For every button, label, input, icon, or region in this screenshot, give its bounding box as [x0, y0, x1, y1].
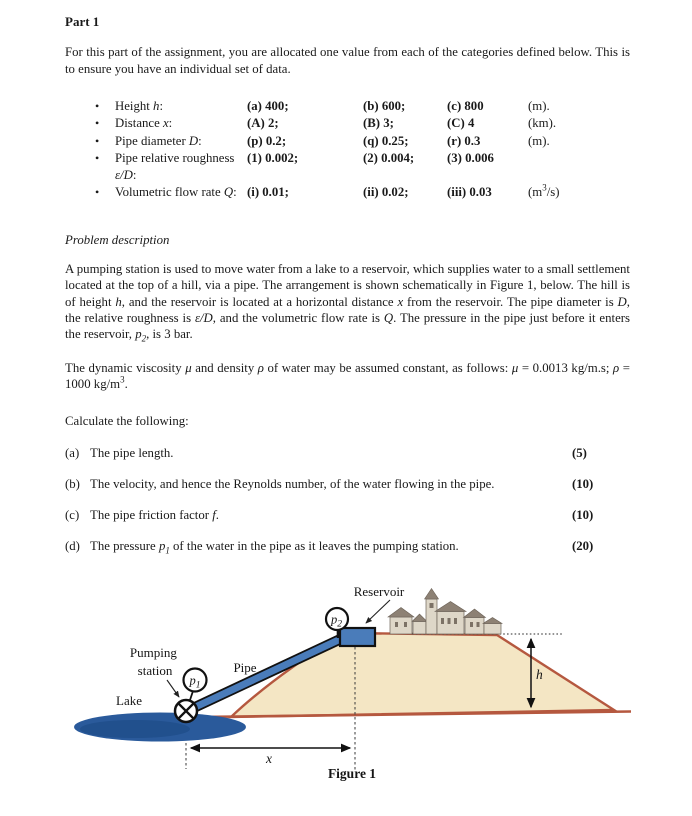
- part-title: Part 1: [65, 14, 100, 29]
- question-label: (d): [65, 538, 80, 553]
- allocation-list: [95, 98, 630, 201]
- alloc-option-3: (C) 4: [447, 116, 475, 131]
- alloc-label: Distance x:: [115, 116, 173, 131]
- label-lake: Lake: [116, 693, 142, 709]
- problem-description-heading: Problem description: [65, 233, 170, 248]
- lake-shading: [80, 720, 190, 738]
- alloc-option-1: (p) 0.2;: [247, 133, 287, 148]
- question-text: The pressure $p_1$ of the water in the pipe as it leaves the pumping station.: [90, 538, 459, 556]
- gauge-label-p2: $p_2$: [331, 612, 342, 630]
- bullet-icon: •: [95, 150, 100, 165]
- bullet-icon: •: [95, 99, 100, 114]
- question-marks: (10): [572, 477, 594, 491]
- question-b: [65, 476, 630, 492]
- question-marks: (20): [572, 538, 594, 553]
- bullet-icon: •: [95, 116, 100, 131]
- question-label: (a): [65, 446, 80, 461]
- alloc-option-3: (iii) 0.03: [447, 185, 492, 200]
- alloc-unit: [528, 150, 630, 184]
- alloc-option-2: (b) 600;: [363, 99, 406, 114]
- question-c: [65, 507, 630, 523]
- pumping-station-pointer-arrow: [167, 680, 179, 697]
- gauge-label-p1: $p_1$: [189, 673, 201, 691]
- alloc-unit: (km).: [528, 116, 557, 131]
- alloc-option-1: (A) 2;: [247, 116, 279, 131]
- bullet-icon: •: [95, 133, 100, 148]
- alloc-option-1: (a) 400;: [247, 99, 289, 114]
- alloc-label: Height h:: [115, 99, 163, 114]
- alloc-option-1: (1) 0.002;: [247, 150, 299, 165]
- question-text: The pipe length.: [90, 446, 174, 461]
- question-list: [65, 445, 630, 554]
- alloc-option-2: (q) 0.25;: [363, 133, 409, 148]
- reservoir-pointer-arrow: [366, 600, 390, 623]
- question-label: (b): [65, 477, 80, 491]
- label-pumping-station: Pumping station: [129, 645, 177, 679]
- label-x: x: [266, 751, 272, 767]
- intro-paragraph: For this part of the assignment, you are allocated one value from each of the categories defined below. This is to ensure you have an individual set of data.: [65, 45, 630, 76]
- alloc-option-1: (i) 0.01;: [247, 185, 289, 200]
- alloc-option-3: (c) 800: [447, 99, 484, 114]
- question-text: The pipe friction factor f.: [90, 507, 219, 522]
- alloc-option-3: (3) 0.006: [447, 150, 494, 165]
- alloc-unit: $(m^3/s)$: [528, 182, 560, 200]
- calculate-heading: Calculate the following:: [65, 413, 189, 428]
- question-label: (c): [65, 507, 80, 522]
- alloc-option-2: (B) 3;: [363, 116, 394, 131]
- alloc-label: Pipe diameter D:: [115, 133, 202, 148]
- question-d: [65, 538, 630, 554]
- figure-caption: Figure 1: [327, 766, 377, 782]
- problem-paragraph-1: A pumping station is used to move water from a lake to a reservoir, which supplies water to a small settlement located at the top of a hill, via a pipe. The arrangement is shown schematically in Figure 1, below. The hill is of height h, and the reservoir is located at a horizontal distance x from the reservoir. The pipe diameter is D, the relative roughness is ε/D, and the volumetric flow rate is Q. The pressure in the pipe just before it enters the reservoir, $p_2$, is 3 bar.: [65, 261, 630, 345]
- question-a: [65, 445, 630, 461]
- village-illustration: [388, 589, 502, 635]
- figure-1-diagram: [0, 576, 692, 816]
- question-marks: (5): [572, 446, 587, 461]
- alloc-option-3: (r) 0.3: [447, 133, 481, 148]
- bullet-icon: •: [95, 185, 100, 200]
- alloc-label: Volumetric flow rate Q:: [115, 185, 237, 200]
- alloc-label: Pipe relative roughness ε/D:: [115, 150, 235, 183]
- hill-shape: [231, 633, 614, 717]
- question-marks: (10): [572, 507, 594, 522]
- alloc-unit: (m).: [528, 133, 550, 148]
- alloc-option-2: (2) 0.004;: [363, 150, 415, 165]
- label-h: h: [536, 667, 543, 683]
- problem-paragraph-2: The dynamic viscosity μ and density ρ of water may be assumed constant, as follows: μ = 0.0013 kg/m.s; ρ = 1000 $kg/m^3$.: [65, 360, 630, 392]
- reservoir-box: [340, 628, 375, 646]
- label-pipe: Pipe: [233, 660, 257, 676]
- alloc-option-2: (ii) 0.02;: [363, 185, 409, 200]
- label-reservoir: Reservoir: [353, 584, 405, 600]
- question-text: The velocity, and hence the Reynolds number, of the water flowing in the pipe.: [90, 477, 495, 491]
- alloc-unit: (m).: [528, 99, 550, 114]
